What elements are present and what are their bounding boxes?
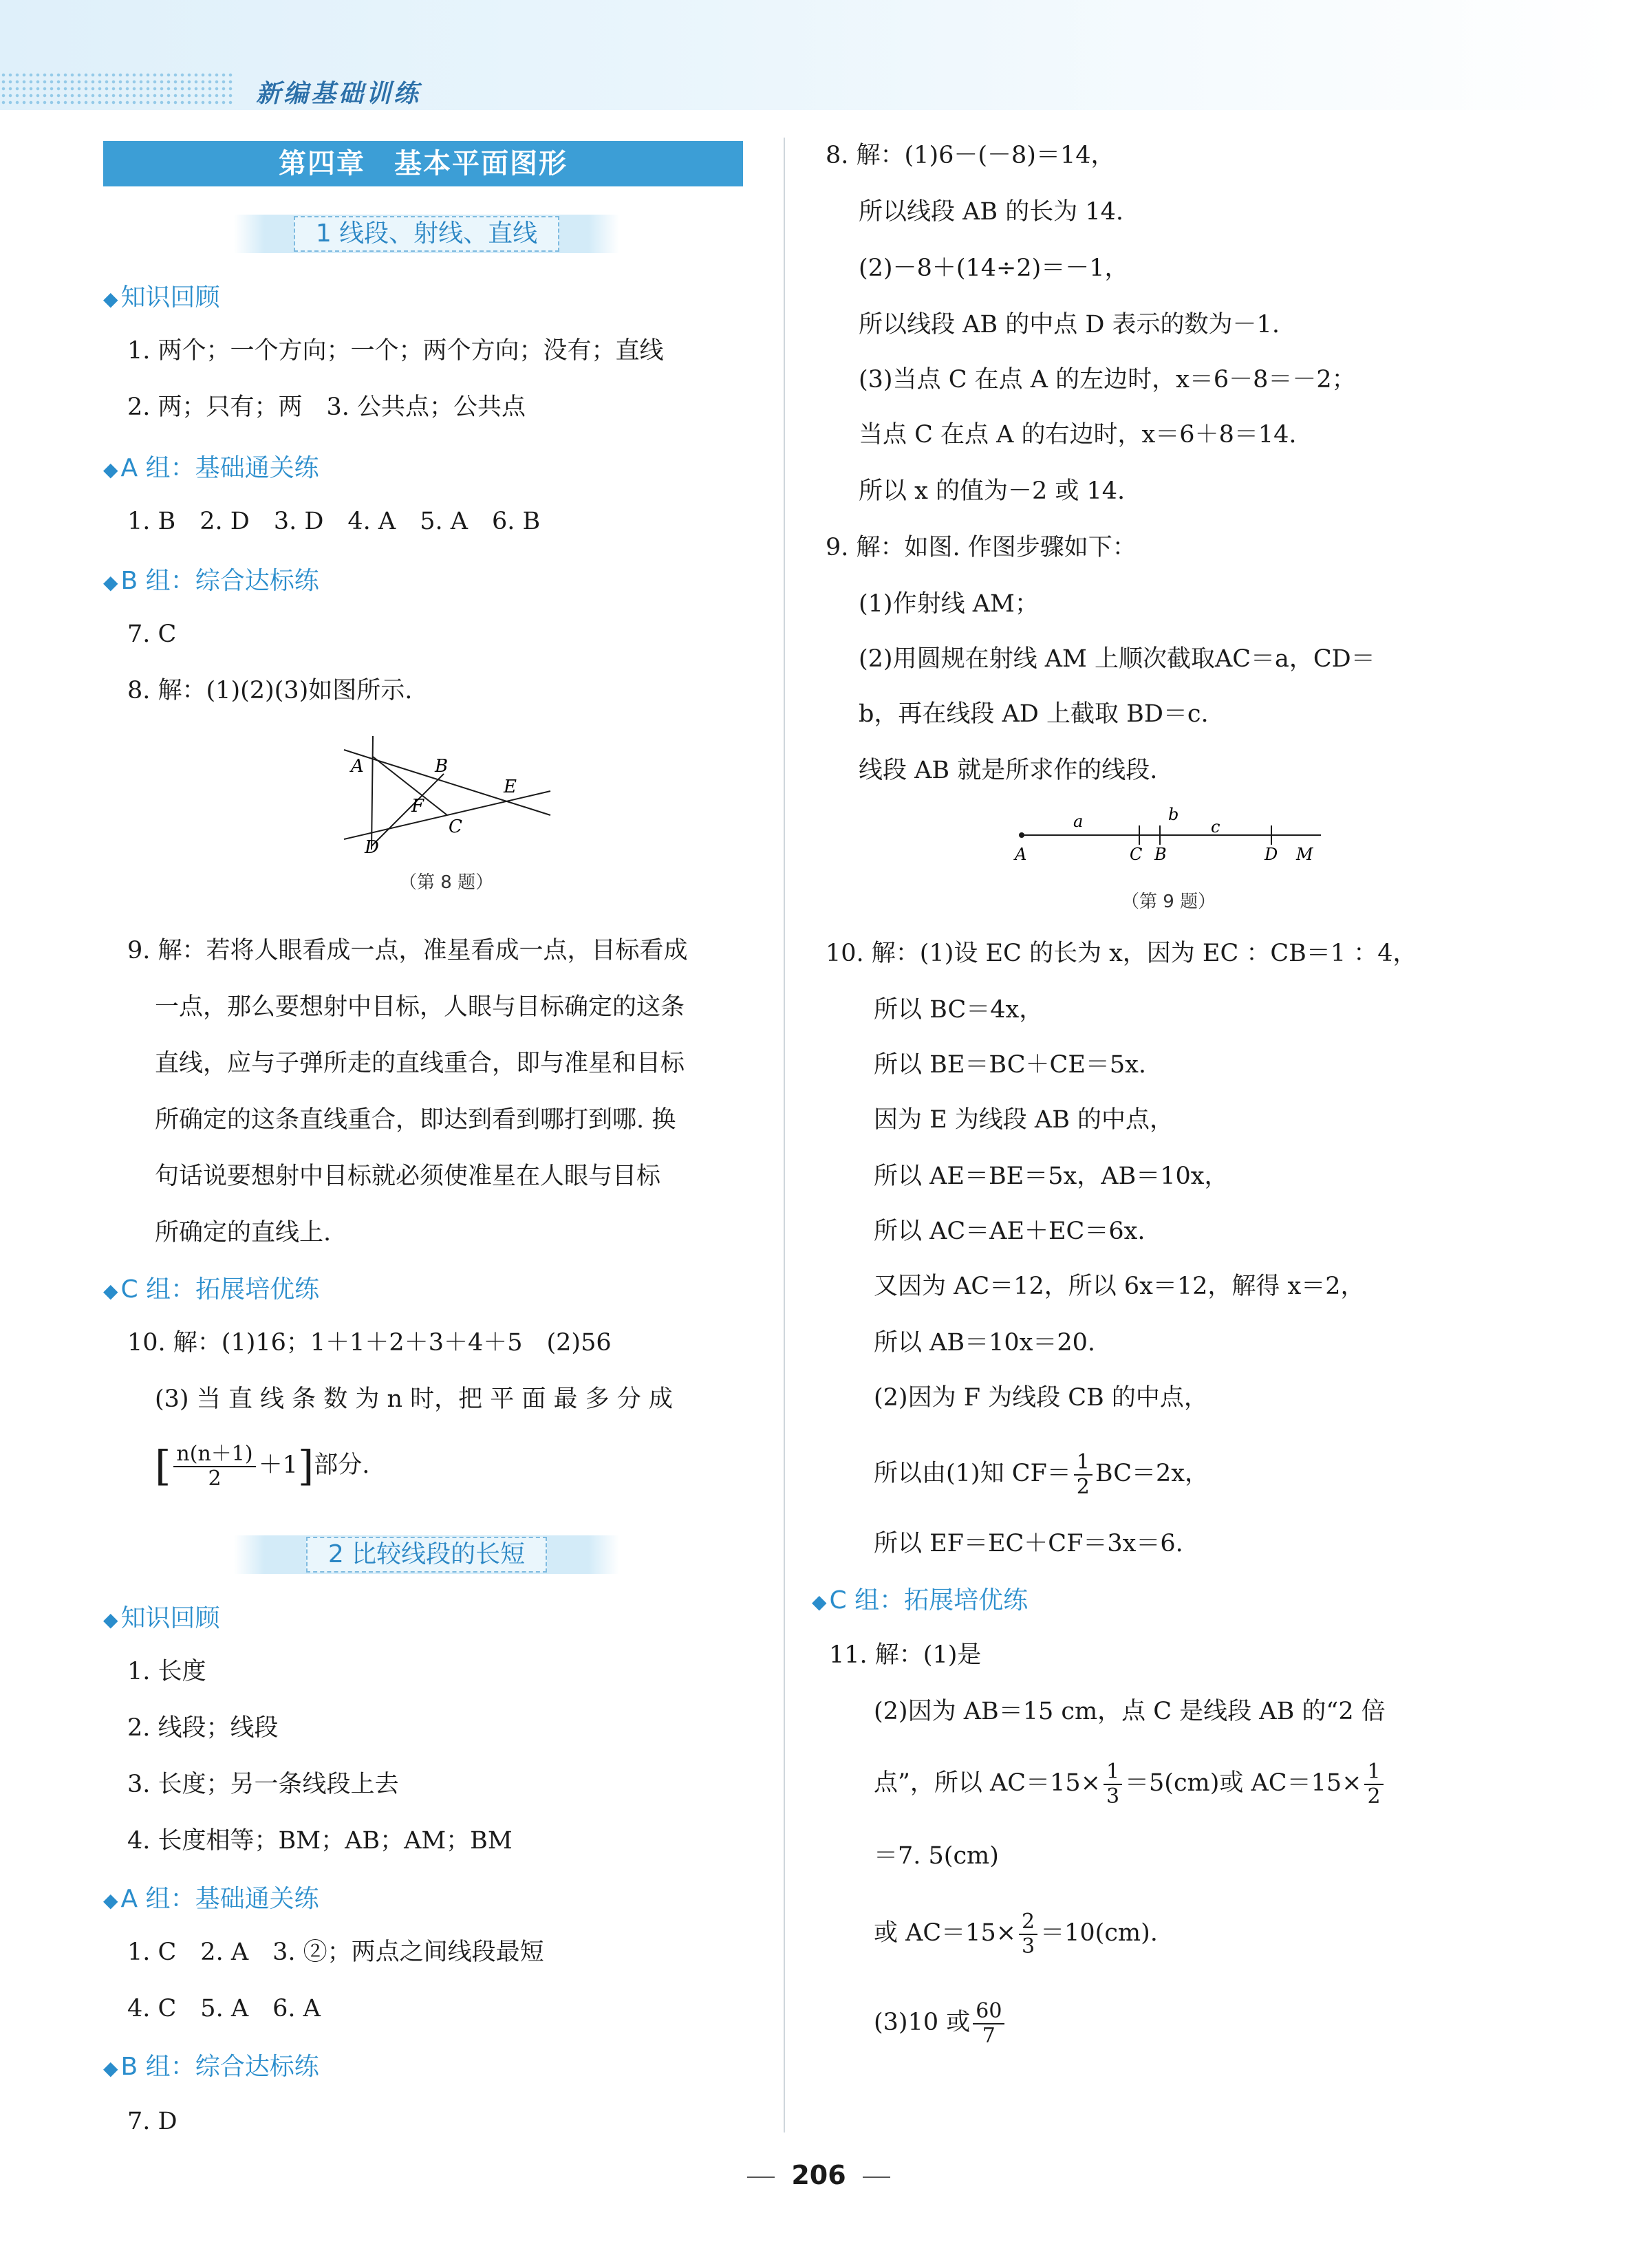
fig9-label-c: C <box>1130 845 1143 864</box>
s1-q9-line-1: 9. 解：若将人眼看成一点，准星看成一点，目标看成 <box>127 937 688 964</box>
page-dash-right <box>863 2177 890 2178</box>
s2-answer-3: 3. 长度；另一条线段上去 <box>127 1771 399 1798</box>
r-q10-line-1: 10. 解：(1)设 EC 的长为 x，因为 EC ：CB＝1 ：4， <box>826 940 1417 967</box>
s2-a-answers-1: 1. C 2. A 3. ②；两点之间线段最短 <box>127 1938 544 1966</box>
s1-q9-line-4: 所确定的这条直线重合，即达到看到哪打到哪. 换 <box>155 1106 676 1134</box>
heading-zhishi-1: ◆ 知识回顾 <box>103 283 220 312</box>
diamond-icon: ◆ <box>103 1889 118 1912</box>
r-q10-line-5: 所以 AE＝BE＝5x，AB＝10x， <box>874 1163 1229 1190</box>
heading-b-group-1: ◆ B 组：综合达标练 <box>103 567 319 595</box>
r-q8-line-4: 所以线段 AB 的中点 D 表示的数为－1. <box>859 311 1280 338</box>
r-q10-line-3: 所以 BE＝BC＋CE＝5x. <box>874 1051 1147 1079</box>
r-q10-line-6: 所以 AC＝AE＋EC＝6x. <box>874 1218 1145 1245</box>
fig9-point-a <box>1019 832 1024 838</box>
r-q11-line-3: 点”，所以 AC＝15× $\frac{1}{3}$ ＝5(cm)或 AC＝15× $\frac{1}{2}$ <box>874 1756 1386 1811</box>
fig8-label-f: F <box>411 796 424 817</box>
s1-c-answer-10-3: (3) 当 直 线 条 数 为 n 时，把 平 面 最 多 分 成 <box>155 1385 673 1413</box>
r-q10-line-8: 所以 AB＝10x＝20. <box>874 1329 1096 1357</box>
section-title-1 <box>234 215 619 253</box>
s2-answer-4: 4. 长度相等；BM；AB；AM；BM <box>127 1827 513 1855</box>
s1-b-answer-8: 8. 解：(1)(2)(3)如图所示. <box>127 677 413 704</box>
s1-q9-line-6: 所确定的直线上. <box>155 1219 332 1246</box>
diamond-icon: ◆ <box>103 458 118 481</box>
figure-9 <box>1004 805 1328 867</box>
page-number: 206 <box>715 2160 922 2190</box>
fig9-label-c-seg: c <box>1211 817 1220 836</box>
section-title-2 <box>234 1535 619 1574</box>
s1-c-answer-10: 10. 解：(1)16；1＋1＋2＋3＋4＋5 (2)56 <box>127 1329 612 1357</box>
heading-c-group-right: ◆ C 组：拓展培优练 <box>812 1586 1029 1614</box>
cf-fraction: $\frac{1}{2}$ <box>1074 1451 1093 1499</box>
s1-answer-2: 2. 两；只有；两 3. 公共点；公共点 <box>127 393 526 421</box>
heading-a-group-1: ◆ A 组：基础通关练 <box>103 454 319 482</box>
r-q11-line-6: (3)10 或 $\frac{60}{7}$ <box>874 1995 1007 2050</box>
q11-fraction-2: $\frac{1}{2}$ <box>1364 1760 1383 1808</box>
fig9-label-b-seg: b <box>1168 805 1179 824</box>
fig9-label-a: A <box>1015 845 1027 864</box>
section-title-2-text: 2 比较线段的长短 <box>306 1537 547 1573</box>
r-q9-line-4: b，再在线段 AD 上截取 BD＝c. <box>859 700 1209 728</box>
r-q11-line-2: (2)因为 AB＝15 cm，点 C 是线段 AB 的“2 倍 <box>874 1698 1386 1725</box>
diamond-icon: ◆ <box>103 288 118 310</box>
fig9-label-d: D <box>1265 845 1278 864</box>
s1-q9-line-2: 一点，那么要想射中目标，人眼与目标确定的这条 <box>155 993 685 1021</box>
fig9-label-b: B <box>1154 845 1167 864</box>
heading-c-group-1: ◆ C 组：拓展培优练 <box>103 1275 320 1304</box>
fig8-label-c: C <box>449 817 462 837</box>
page-dash-left <box>747 2177 775 2178</box>
r-q8-line-5: (3)当点 C 在点 A 的左边时，x＝6－8＝－2； <box>859 366 1356 393</box>
fig9-label-m: M <box>1296 845 1313 864</box>
header-band <box>0 0 1625 110</box>
r-q11-line-4: ＝7. 5(cm) <box>874 1842 999 1870</box>
fig9-caption: （第 9 题） <box>1121 892 1216 912</box>
r-q8-line-1: 8. 解：(1)6－(－8)＝14， <box>826 142 1115 169</box>
r-q9-line-3: (2)用圆规在射线 AM 上顺次截取AC＝a，CD＝ <box>859 645 1375 673</box>
s2-b-answer-7: 7. D <box>127 2108 177 2135</box>
series-title: 新编基础训练 <box>256 79 422 108</box>
r-q10-line-7: 又因为 AC＝12，所以 6x＝12，解得 x＝2， <box>874 1273 1365 1300</box>
r-q9-line-1: 9. 解：如图. 作图步骤如下： <box>826 534 1137 561</box>
diamond-icon: ◆ <box>812 1590 827 1613</box>
s1-a-answers: 1. B 2. D 3. D 4. A 5. A 6. B <box>127 508 541 535</box>
r-q11-line-5: 或 AC＝15× $\frac{2}{3}$ ＝10(cm). <box>874 1909 1158 1958</box>
figure-8 <box>330 729 564 860</box>
r-q10-line-9: (2)因为 F 为线段 CB 的中点， <box>874 1384 1208 1412</box>
r-q10-line-4: 因为 E 为线段 AB 的中点， <box>874 1106 1174 1134</box>
fig8-label-a: A <box>351 756 364 777</box>
heading-zhishi-2: ◆ 知识回顾 <box>103 1604 220 1632</box>
fig8-caption: （第 8 题） <box>399 872 494 893</box>
column-divider <box>784 138 785 2132</box>
r-q9-line-2: (1)作射线 AM； <box>859 590 1039 618</box>
r-q10-cf-line: 所以由(1)知 CF＝ $\frac{1}{2}$ BC＝2x， <box>874 1449 1209 1499</box>
header-dot-pattern <box>0 72 234 105</box>
s1-c-formula: [ $\frac{n(n+1)}{2}$ ＋1]部分. <box>155 1441 370 1491</box>
s1-answer-1: 1. 两个；一个方向；一个；两个方向；没有；直线 <box>127 337 664 365</box>
diamond-icon: ◆ <box>103 1608 118 1631</box>
fig8-label-b: B <box>435 756 449 777</box>
r-q8-line-7: 所以 x 的值为－2 或 14. <box>859 477 1126 505</box>
s2-a-answers-2: 4. C 5. A 6. A <box>127 1995 321 2022</box>
fig8-label-d: D <box>365 837 379 858</box>
r-q9-line-5: 线段 AB 就是所求作的线段. <box>859 757 1158 784</box>
q11-fraction-3: $\frac{2}{3}$ <box>1019 1910 1037 1958</box>
formula-fraction: $\frac{n(n+1)}{2}$ <box>173 1443 255 1491</box>
r-q8-line-6: 当点 C 在点 A 的右边时，x＝6＋8＝14. <box>859 421 1297 449</box>
heading-a-group-2: ◆ A 组：基础通关练 <box>103 1885 319 1913</box>
fig9-label-a-seg: a <box>1073 812 1084 831</box>
r-q10-line-2: 所以 BC＝4x， <box>874 996 1044 1024</box>
s1-q9-line-5: 句话说要想射中目标就必须使准星在人眼与目标 <box>155 1163 661 1190</box>
diamond-icon: ◆ <box>103 1279 118 1302</box>
r-q11-line-1: 11. 解：(1)是 <box>829 1641 982 1669</box>
section-title-1-text: 1 线段、射线、直线 <box>294 216 559 252</box>
r-q10-last: 所以 EF＝EC＋CF＝3x＝6. <box>874 1530 1183 1557</box>
s2-answer-2: 2. 线段；线段 <box>127 1714 279 1742</box>
s2-answer-1: 1. 长度 <box>127 1658 206 1685</box>
heading-b-group-2: ◆ B 组：综合达标练 <box>103 2053 319 2081</box>
q11-fraction-1: $\frac{1}{3}$ <box>1104 1760 1122 1808</box>
diamond-icon: ◆ <box>103 571 118 594</box>
chapter-title: 第四章 基本平面图形 <box>103 141 743 186</box>
s1-b-answer-7: 7. C <box>127 620 177 648</box>
fig8-label-e: E <box>504 777 517 797</box>
diamond-icon: ◆ <box>103 2057 118 2080</box>
r-q8-line-2: 所以线段 AB 的长为 14. <box>859 198 1124 226</box>
r-q8-line-3: (2)－8＋(14÷2)＝－1， <box>859 255 1129 282</box>
q11-fraction-4: $\frac{60}{7}$ <box>973 2000 1004 2048</box>
s1-q9-line-3: 直线，应与子弹所走的直线重合，即与准星和目标 <box>155 1050 685 1077</box>
